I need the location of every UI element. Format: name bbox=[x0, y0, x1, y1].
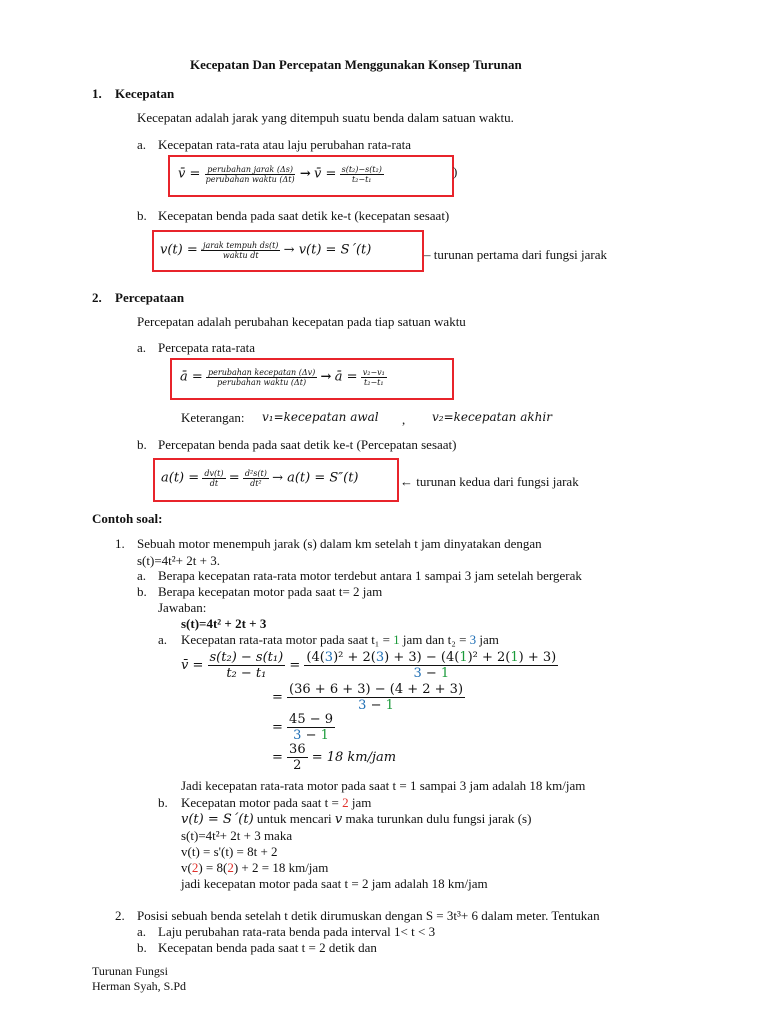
calc-n2-t2: 3 bbox=[375, 650, 385, 665]
line4-t-value: 2 bbox=[191, 860, 199, 875]
formula-average-velocity bbox=[178, 165, 384, 184]
answer-b-text bbox=[181, 795, 371, 811]
answer-b-line3: v(t) = s'(t) = 8t + 2 bbox=[181, 844, 278, 859]
question-2-text: Posisi sebuah benda setelah t detik dirumuskan dengan S = 3t³+ 6 dalam meter. Tentukan bbox=[137, 908, 600, 923]
formula-instant-velocity-box bbox=[152, 230, 424, 272]
answer-b-line1-text-2: maka turunkan dulu fungsi jarak (s) bbox=[342, 811, 532, 826]
answer-b-line1-text: untuk mencari bbox=[253, 811, 335, 826]
t2-value: 3 bbox=[469, 632, 477, 647]
calc-equals-1: = bbox=[289, 658, 301, 673]
line4-part: ) + 2 = 18 km/jam bbox=[233, 860, 329, 875]
formula-instant-acceleration-box bbox=[153, 458, 399, 502]
footer-subject: Turunan Fungsi bbox=[92, 964, 168, 978]
calc-denominator-5: 2 bbox=[293, 758, 302, 773]
item-1a-marker: a. bbox=[137, 137, 147, 152]
formula-equals: = bbox=[228, 470, 240, 486]
item-1b-text: Kecepatan benda pada saat detik ke-t (kecepatan sesaat) bbox=[158, 208, 450, 223]
formula-lhs: a(t) = bbox=[161, 470, 200, 486]
calc-d2-t2: 3 bbox=[413, 666, 422, 681]
calc-result: = 18 km/jam bbox=[311, 750, 397, 765]
formula-fraction-2 bbox=[361, 368, 387, 387]
calc-fraction-4 bbox=[287, 712, 335, 743]
fraction-numerator-2: d²s(t) bbox=[244, 469, 267, 478]
section-2-description: Percepatan adalah perubahan kecepatan pada tiap satuan waktu bbox=[137, 314, 466, 329]
answer-a-text bbox=[181, 632, 499, 648]
calc-n2-t1: 1 bbox=[510, 650, 519, 665]
formula-fraction bbox=[204, 165, 297, 184]
answer-b-line4 bbox=[181, 860, 328, 876]
calc-d2-minus: − bbox=[421, 666, 441, 681]
answer-b-text-pre: Kecepatan motor pada saat t = bbox=[181, 795, 343, 810]
calc-d3-minus: − bbox=[366, 698, 386, 713]
formula-average-acceleration-box bbox=[170, 358, 454, 400]
answer-b-line1 bbox=[181, 811, 531, 827]
calc-step-3: = $\frac{45 - 9}{3 - 1}$ bbox=[272, 712, 334, 743]
answer-a-text-mid: jam dan t₂ = bbox=[399, 632, 470, 647]
formula-lhs: v(t) = bbox=[160, 242, 198, 258]
calc-fraction-3 bbox=[287, 682, 465, 713]
formula-instant-velocity bbox=[160, 241, 371, 260]
fraction-denominator: perubahan waktu (Δt) bbox=[217, 378, 307, 387]
t1-value: 1 bbox=[393, 632, 400, 647]
formula-stray-paren: ) bbox=[453, 164, 458, 179]
question-1-number: 1. bbox=[115, 536, 125, 551]
answer-a-text-pre: Kecepatan rata-rata motor pada saat t₁ = bbox=[181, 632, 394, 647]
legend-label: Keterangan: bbox=[181, 410, 245, 425]
answer-b-marker: b. bbox=[158, 795, 168, 810]
question-1b-marker: b. bbox=[137, 584, 147, 599]
formula-instant-acceleration-note: ← turunan kedua dari fungsi jarak bbox=[400, 474, 579, 489]
legend-initial-velocity: v₁=kecepatan awal bbox=[262, 410, 379, 424]
calc-step-2: = $\frac{(36 + 6 + 3) - (4 + 2 + 3)}{3 - 1}$ bbox=[272, 682, 464, 713]
velocity-derivative-formula: v(t) = S΄(t) bbox=[181, 812, 254, 827]
question-2a-text: Laju perubahan rata-rata benda pada interval 1< t < 3 bbox=[158, 924, 436, 939]
fraction-denominator: perubahan waktu (Δt) bbox=[205, 175, 295, 184]
calc-fraction-5 bbox=[287, 742, 308, 773]
fraction-numerator: perubahan jarak (Δs) bbox=[207, 165, 293, 174]
question-1-line2: s(t)=4t²+ 2t + 3. bbox=[137, 553, 220, 568]
fraction-denominator-2: t₂−t₁ bbox=[364, 378, 384, 387]
formula-fraction bbox=[202, 469, 225, 488]
item-1a-text: Kecepatan rata-rata atau laju perubahan rata-rata bbox=[158, 137, 411, 152]
formula-rhs: → a(t) = S″(t) bbox=[272, 470, 359, 486]
question-2-number: 2. bbox=[115, 908, 125, 923]
question-1a-marker: a. bbox=[137, 568, 147, 583]
calc-denominator-1: t₂ − t₁ bbox=[226, 666, 267, 681]
formula-average-acceleration bbox=[180, 368, 387, 387]
formula-fraction-2 bbox=[340, 165, 384, 184]
legend-separator: , bbox=[402, 412, 406, 427]
calc-d3-t2: 3 bbox=[358, 698, 367, 713]
item-2b-marker: b. bbox=[137, 437, 147, 452]
calc-numerator-3: (36 + 6 + 3) − (4 + 2 + 3) bbox=[289, 682, 464, 697]
formula-lhs: ā = bbox=[180, 369, 203, 385]
section-2-heading: Percepataan bbox=[115, 290, 185, 305]
calc-step-1 bbox=[181, 650, 558, 681]
velocity-symbol: v bbox=[334, 812, 343, 827]
calc-numerator-2 bbox=[304, 650, 558, 666]
calc-d4-t1: 1 bbox=[320, 728, 329, 743]
calc-fraction-1 bbox=[208, 650, 286, 681]
answer-b-line2: s(t)=4t²+ 2t + 3 maka bbox=[181, 828, 293, 843]
calc-lhs: v̄ = bbox=[181, 658, 204, 673]
section-1-description: Kecepatan adalah jarak yang ditempuh suatu benda dalam satuan waktu. bbox=[137, 110, 514, 125]
answer-b-conclusion: jadi kecepatan motor pada saat t = 2 jam adalah 18 km/jam bbox=[181, 876, 488, 891]
fraction-numerator-2: v₂−v₁ bbox=[362, 368, 385, 377]
formula-average-velocity-box bbox=[168, 155, 454, 197]
examples-heading: Contoh soal: bbox=[92, 511, 163, 526]
page-title: Kecepatan Dan Percepatan Menggunakan Konsep Turunan bbox=[190, 57, 522, 72]
calc-n2-part: )² + 2( bbox=[333, 650, 376, 665]
legend-final-velocity: v₂=kecepatan akhir bbox=[432, 410, 552, 424]
section-2-number: 2. bbox=[92, 290, 102, 305]
distance-function: s(t)=4t² + 2t + 3 bbox=[181, 616, 267, 631]
footer-author: Herman Syah, S.Pd bbox=[92, 979, 186, 993]
calc-denominator-3 bbox=[356, 698, 396, 713]
question-2b-marker: b. bbox=[137, 940, 147, 955]
arrow-icon: → bbox=[320, 369, 332, 385]
fraction-denominator: dt bbox=[209, 479, 219, 488]
formula-instant-velocity-note: – turunan pertama dari fungsi jarak bbox=[424, 247, 608, 262]
question-1b-text: Berapa kecepatan motor pada saat t= 2 jam bbox=[158, 584, 383, 599]
item-2b-text: Percepatan benda pada saat detik ke-t (Percepatan sesaat) bbox=[158, 437, 457, 452]
line4-t-value: 2 bbox=[227, 860, 234, 875]
calc-n2-part: ) + 3) − (4( bbox=[384, 650, 460, 665]
calc-d2-t1: 1 bbox=[440, 666, 450, 681]
t-value: 2 bbox=[342, 795, 349, 810]
item-2a-marker: a. bbox=[137, 340, 147, 355]
question-2a-marker: a. bbox=[137, 924, 147, 939]
question-2b-text: Kecepatan benda pada saat t = 2 detik dan bbox=[158, 940, 377, 955]
formula-fraction-2 bbox=[243, 469, 269, 488]
item-2a-text: Percepata rata-rata bbox=[158, 340, 256, 355]
calc-d3-t1: 1 bbox=[385, 698, 394, 713]
calc-n2-part: )² + 2( bbox=[467, 650, 511, 665]
fraction-denominator-2: dt² bbox=[250, 479, 262, 488]
formula-lhs-2: v̄ = bbox=[313, 166, 337, 182]
calc-denominator-4 bbox=[291, 728, 331, 743]
fraction-numerator: jarak tempuh ds(t) bbox=[203, 241, 279, 250]
fraction-numerator-2: s(t₂)−s(t₂) bbox=[341, 165, 382, 174]
formula-fraction bbox=[201, 241, 280, 260]
answer-a-text-post: jam bbox=[476, 632, 499, 647]
answer-a-marker: a. bbox=[158, 632, 168, 647]
line4-part: ) = 8( bbox=[198, 860, 228, 875]
calc-d4-t2: 3 bbox=[293, 728, 302, 743]
fraction-denominator: waktu dt bbox=[222, 251, 259, 260]
line4-part: v( bbox=[181, 860, 192, 875]
formula-lhs: v̄ = bbox=[178, 166, 201, 182]
section-1-number: 1. bbox=[92, 86, 102, 101]
formula-lhs-2: ā = bbox=[334, 369, 358, 385]
fraction-numerator: dv(t) bbox=[204, 469, 224, 478]
calc-numerator-1: s(t₂) − s(t₁) bbox=[209, 650, 284, 665]
calc-n2-t1: 1 bbox=[459, 650, 468, 665]
answer-b-text-post: jam bbox=[348, 795, 372, 810]
question-1a-text: Berapa kecepatan rata-rata motor terdebut antara 1 sampai 3 jam setelah bergerak bbox=[158, 568, 582, 583]
calc-n2-part: (4( bbox=[306, 650, 325, 665]
calc-step-4: = $\frac{36}{2}$ = 18 km/jam bbox=[272, 742, 397, 773]
item-1b-marker: b. bbox=[137, 208, 147, 223]
calc-n2-t2: 3 bbox=[324, 650, 334, 665]
calc-fraction-2 bbox=[304, 650, 558, 681]
arrow-icon: → bbox=[299, 166, 311, 182]
calc-denominator-2 bbox=[411, 666, 451, 681]
fraction-numerator: perubahan kecepatan (Δv) bbox=[208, 368, 316, 377]
formula-fraction bbox=[206, 368, 317, 387]
section-1-heading: Kecepatan bbox=[115, 86, 175, 101]
answer-a-conclusion: Jadi kecepatan rata-rata motor pada saat t = 1 sampai 3 jam adalah 18 km/jam bbox=[181, 778, 586, 793]
calc-n2-part: ) + 3) bbox=[518, 650, 557, 665]
formula-rhs: → v(t) = S΄(t) bbox=[283, 242, 372, 258]
fraction-denominator-2: t₂−t₁ bbox=[351, 175, 372, 184]
calc-d4-minus: − bbox=[301, 728, 321, 743]
calc-numerator-4: 45 − 9 bbox=[289, 712, 334, 727]
calc-numerator-5: 36 bbox=[289, 742, 306, 757]
answer-label: Jawaban: bbox=[158, 600, 207, 615]
formula-instant-acceleration bbox=[161, 469, 359, 488]
question-1-line1: Sebuah motor menempuh jarak (s) dalam km setelah t jam dinyatakan dengan bbox=[137, 536, 542, 551]
